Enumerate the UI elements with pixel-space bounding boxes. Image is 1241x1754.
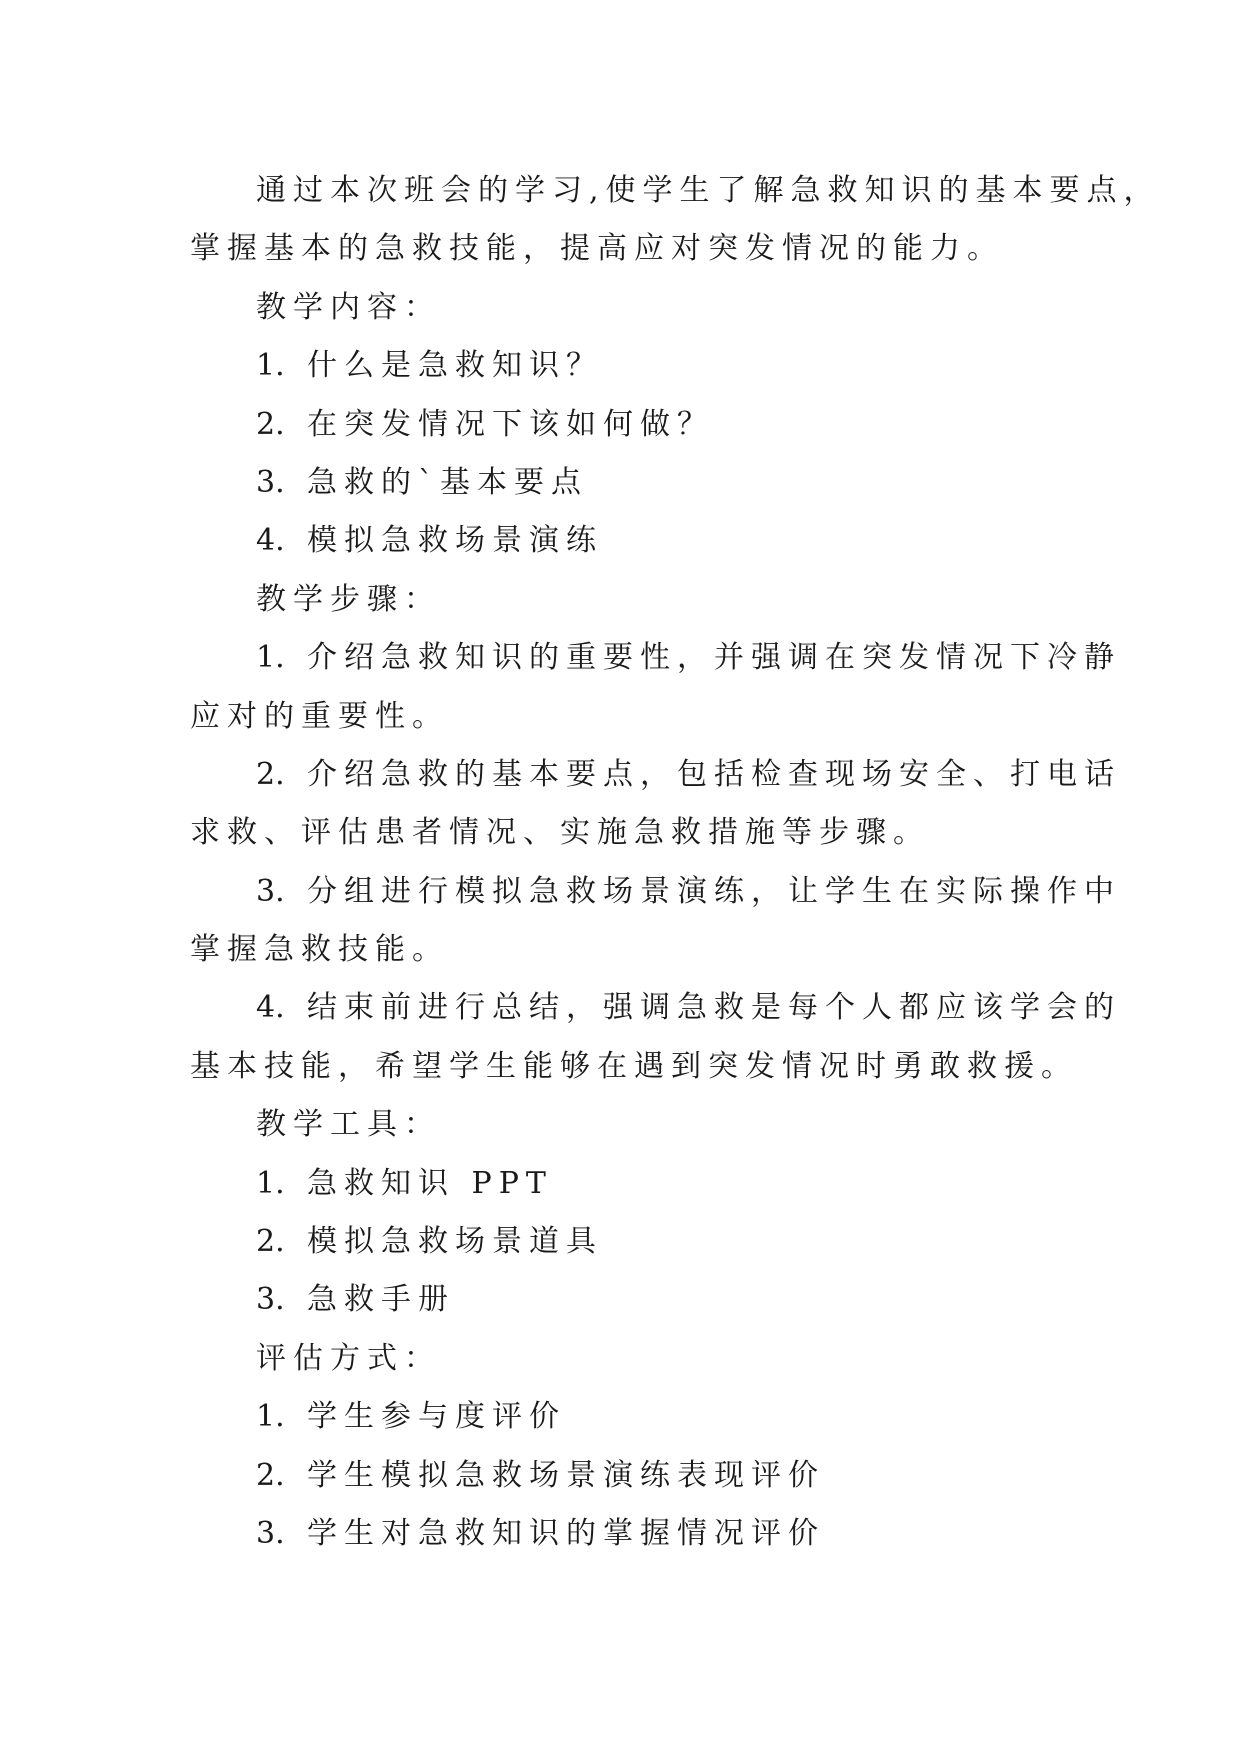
- list-item: [190, 1213, 1080, 1271]
- step-text: 结束前进行总结，强调急救是每个人都应该学会的: [307, 990, 1121, 1026]
- item-number: 4.: [256, 523, 285, 559]
- step-line: [190, 629, 1121, 687]
- item-number: 3.: [256, 1282, 285, 1318]
- item-number: 1.: [256, 1165, 285, 1201]
- item-number: 3.: [256, 464, 285, 500]
- document-page: [190, 162, 1161, 1563]
- step-line: [190, 979, 1121, 1037]
- item-number: 4.: [256, 990, 285, 1026]
- step-line: [190, 863, 1121, 921]
- item-text: 学生模拟急救场景演练表现评价: [307, 1457, 825, 1493]
- item-text: 急救手册: [307, 1282, 455, 1318]
- item-number: 1.: [256, 1399, 285, 1435]
- list-item: [190, 396, 1080, 454]
- tools-heading: 教学工具：: [256, 1107, 441, 1143]
- steps-heading: 教学步骤：: [256, 581, 441, 617]
- step-text: 分组进行模拟急救场景演练，让学生在实际操作中: [307, 873, 1121, 909]
- list-item: [190, 454, 1080, 512]
- intro-line-1: 通过本次班会的学习,使学生了解急救知识的基本要点，: [256, 173, 1161, 208]
- step-text: 介绍急救知识的重要性，并强调在突发情况下冷静: [307, 640, 1121, 676]
- item-number: 2.: [256, 1457, 285, 1493]
- item-number: 3.: [256, 873, 285, 909]
- item-text: 急救的`基本要点: [307, 464, 588, 500]
- item-number: 3.: [256, 1515, 285, 1551]
- intro-line-2: 掌握基本的急救技能，提高应对突发情况的能力。: [190, 231, 1004, 267]
- item-text: 模拟急救场景演练: [307, 523, 603, 559]
- step-line: [190, 746, 1121, 804]
- item-text: 模拟急救场景道具: [307, 1224, 603, 1260]
- content-heading: 教学内容：: [256, 289, 441, 325]
- list-item: [190, 1388, 1080, 1446]
- step-continuation: 基本技能，希望学生能够在遇到突发情况时勇敢救援。: [190, 1048, 1078, 1084]
- list-item: [190, 1155, 1080, 1213]
- list-item: [190, 1271, 1080, 1329]
- item-text: 急救知识 PPT: [307, 1165, 553, 1201]
- list-item: [190, 512, 1080, 570]
- list-item: [190, 337, 1080, 395]
- evaluation-heading: 评估方式：: [256, 1340, 441, 1376]
- step-continuation: 求救、评估患者情况、实施急救措施等步骤。: [190, 815, 930, 851]
- item-text: 在突发情况下该如何做？: [307, 406, 714, 442]
- step-text: 介绍急救的基本要点，包括检查现场安全、打电话: [307, 756, 1121, 792]
- item-number: 2.: [256, 1224, 285, 1260]
- step-continuation: 应对的重要性。: [190, 698, 449, 734]
- list-item: [190, 1505, 1080, 1563]
- item-text: 学生对急救知识的掌握情况评价: [307, 1515, 825, 1551]
- item-number: 1.: [256, 640, 285, 676]
- step-continuation: 掌握急救技能。: [190, 932, 449, 968]
- list-item: [190, 1447, 1080, 1505]
- item-number: 2.: [256, 406, 285, 442]
- item-number: 1.: [256, 348, 285, 384]
- item-text: 学生参与度评价: [307, 1399, 566, 1435]
- item-text: 什么是急救知识？: [307, 348, 603, 384]
- item-number: 2.: [256, 756, 285, 792]
